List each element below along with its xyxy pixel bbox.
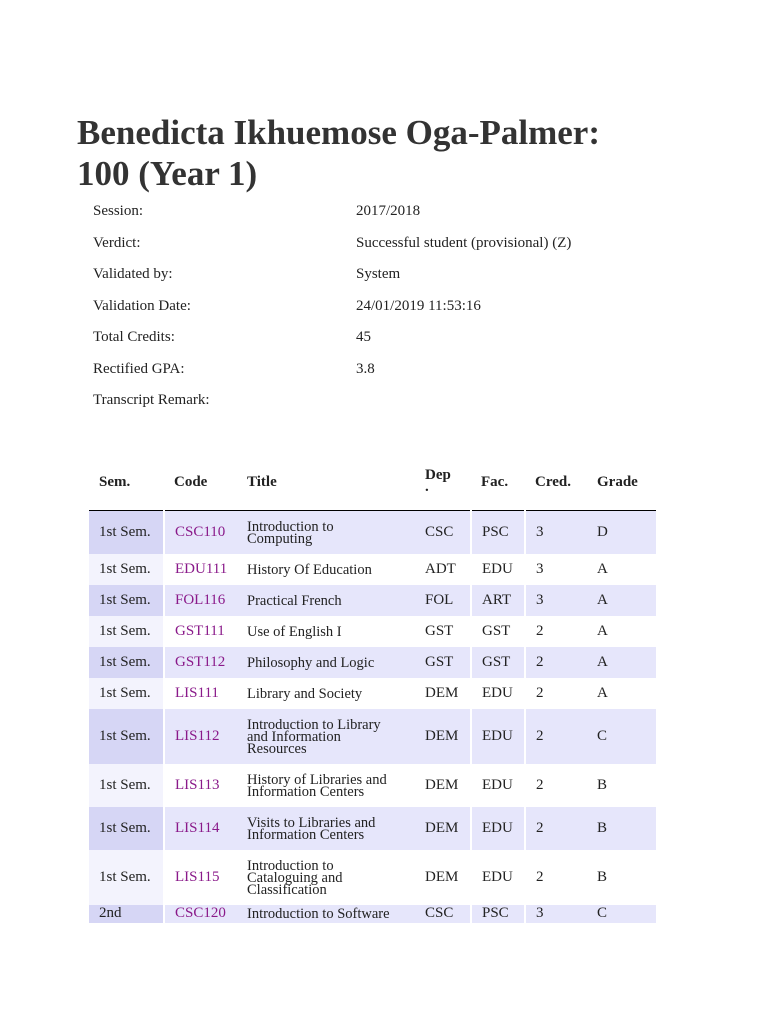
courses-header-row bbox=[89, 455, 656, 511]
summary-row bbox=[93, 196, 656, 228]
course-dep: GST bbox=[415, 647, 471, 678]
course-dep: DEM bbox=[415, 764, 471, 807]
summary-label: Total Credits: bbox=[93, 329, 175, 346]
summary-row bbox=[93, 385, 656, 417]
course-row bbox=[89, 647, 656, 678]
course-grade: C bbox=[597, 905, 608, 921]
course-row bbox=[89, 585, 656, 616]
course-dep: CSC bbox=[415, 905, 471, 923]
course-sem: 1st Sem. bbox=[89, 647, 164, 678]
header-cred[interactable]: Cred. bbox=[525, 455, 587, 511]
course-sem: 1st Sem. bbox=[89, 616, 164, 647]
course-sem: 2nd bbox=[89, 905, 164, 923]
header-title[interactable]: Title bbox=[237, 455, 415, 511]
course-row bbox=[89, 807, 656, 850]
course-code-link[interactable]: GST111 bbox=[175, 622, 225, 639]
course-fac: GST bbox=[471, 647, 525, 678]
course-title-line: Visits to Libraries and bbox=[247, 814, 376, 831]
course-sem: 1st Sem. bbox=[89, 511, 164, 554]
course-title bbox=[237, 554, 415, 585]
course-grade: B bbox=[597, 819, 608, 836]
course-cred: 2 bbox=[536, 653, 544, 670]
course-title-line: Library and Society bbox=[247, 685, 363, 702]
course-title-line: Information Centers bbox=[247, 783, 365, 800]
course-title bbox=[237, 585, 415, 616]
course-grade: B bbox=[597, 868, 608, 885]
course-fac: EDU bbox=[471, 554, 525, 585]
summary-label: Validated by: bbox=[93, 266, 173, 283]
course-dep: CSC bbox=[415, 511, 471, 554]
course-sem: 1st Sem. bbox=[89, 764, 164, 807]
course-grade: A bbox=[597, 591, 608, 608]
course-cred: 2 bbox=[536, 727, 544, 744]
summary-label: Validation Date: bbox=[93, 297, 191, 314]
summary-value: 45 bbox=[356, 329, 371, 346]
course-code-link[interactable]: CSC110 bbox=[175, 523, 226, 540]
header-dep-line2: . bbox=[425, 479, 429, 495]
course-cred: 2 bbox=[536, 684, 544, 701]
summary-label: Transcript Remark: bbox=[93, 392, 210, 409]
course-dep: DEM bbox=[415, 850, 471, 905]
course-code-link[interactable]: LIS112 bbox=[175, 727, 220, 744]
course-code-link[interactable]: LIS113 bbox=[175, 776, 220, 793]
course-grade: D bbox=[597, 523, 608, 540]
course-row bbox=[89, 678, 656, 709]
summary-value: 3.8 bbox=[356, 360, 375, 377]
course-code-link[interactable]: FOL116 bbox=[175, 591, 226, 608]
course-title bbox=[237, 905, 415, 923]
course-sem: 1st Sem. bbox=[89, 585, 164, 616]
summary-label: Verdict: bbox=[93, 234, 141, 251]
page-title-line1: Benedicta Ikhuemose Oga-Palmer: bbox=[77, 113, 600, 152]
summary-value: 24/01/2019 11:53:16 bbox=[356, 297, 481, 314]
course-cred: 2 bbox=[536, 868, 544, 885]
page-title-line2: 100 (Year 1) bbox=[77, 154, 258, 193]
course-title-line: Practical French bbox=[247, 592, 342, 609]
summary-row bbox=[93, 322, 656, 354]
summary-value: 2017/2018 bbox=[356, 203, 421, 220]
summary-label: Rectified GPA: bbox=[93, 360, 185, 377]
course-grade: A bbox=[597, 622, 608, 639]
summary-row bbox=[93, 228, 656, 260]
course-grade: C bbox=[597, 727, 608, 744]
page-title bbox=[77, 112, 697, 194]
course-sem: 1st Sem. bbox=[89, 678, 164, 709]
summary-row bbox=[93, 259, 656, 291]
course-title bbox=[237, 850, 415, 905]
course-title-line: Introduction to bbox=[247, 857, 334, 874]
course-dep: FOL bbox=[415, 585, 471, 616]
course-row bbox=[89, 511, 656, 554]
course-title bbox=[237, 807, 415, 850]
course-dep: GST bbox=[415, 616, 471, 647]
course-row bbox=[89, 764, 656, 807]
course-title-line: Computing bbox=[247, 530, 313, 547]
course-fac: EDU bbox=[471, 807, 525, 850]
course-title bbox=[237, 511, 415, 554]
course-sem: 1st Sem. bbox=[89, 850, 164, 905]
header-sem[interactable]: Sem. bbox=[89, 455, 164, 511]
course-code-link[interactable]: LIS111 bbox=[175, 684, 219, 701]
course-fac: PSC bbox=[471, 511, 525, 554]
course-title-line: Information Centers bbox=[247, 826, 365, 843]
course-row bbox=[89, 850, 656, 905]
course-cred: 3 bbox=[536, 560, 544, 577]
course-cred: 2 bbox=[536, 819, 544, 836]
summary-value bbox=[356, 385, 656, 417]
course-cred: 2 bbox=[536, 622, 544, 639]
summary-table bbox=[93, 196, 656, 417]
course-code-link[interactable]: LIS115 bbox=[175, 868, 220, 885]
course-title-line: Classification bbox=[247, 881, 327, 898]
summary-row bbox=[93, 354, 656, 386]
header-fac[interactable]: Fac. bbox=[471, 455, 525, 511]
course-title-line: Resources bbox=[247, 740, 307, 757]
summary-label: Session: bbox=[93, 203, 144, 220]
course-title-line: and Information bbox=[247, 728, 341, 745]
course-grade: A bbox=[597, 560, 608, 577]
course-row bbox=[89, 905, 656, 923]
course-title-line: Introduction to Library bbox=[247, 716, 381, 733]
course-sem: 1st Sem. bbox=[89, 554, 164, 585]
course-sem: 1st Sem. bbox=[89, 807, 164, 850]
course-title-line: Cataloguing and bbox=[247, 869, 343, 886]
header-grade[interactable]: Grade bbox=[587, 455, 656, 511]
course-cred: 2 bbox=[536, 776, 544, 793]
course-title-line: History of Libraries and bbox=[247, 771, 387, 788]
course-title bbox=[237, 764, 415, 807]
summary-value: System bbox=[356, 266, 401, 283]
course-sem: 1st Sem. bbox=[89, 709, 164, 764]
course-dep: DEM bbox=[415, 678, 471, 709]
course-title-line: Use of English I bbox=[247, 623, 342, 640]
course-fac: ART bbox=[471, 585, 525, 616]
course-code-link[interactable]: CSC120 bbox=[175, 905, 226, 921]
header-dep[interactable] bbox=[415, 455, 471, 511]
course-title bbox=[237, 647, 415, 678]
course-row bbox=[89, 709, 656, 764]
course-title bbox=[237, 616, 415, 647]
course-fac: PSC bbox=[471, 905, 525, 923]
course-fac: EDU bbox=[471, 709, 525, 764]
course-title-line: Introduction to Software bbox=[247, 906, 390, 922]
course-dep: ADT bbox=[415, 554, 471, 585]
course-title bbox=[237, 709, 415, 764]
summary-value: Successful student (provisional) (Z) bbox=[356, 234, 572, 251]
course-row bbox=[89, 554, 656, 585]
summary-row bbox=[93, 291, 656, 323]
course-cred: 3 bbox=[536, 905, 544, 921]
course-grade: B bbox=[597, 776, 608, 793]
course-fac: EDU bbox=[471, 764, 525, 807]
course-cred: 3 bbox=[536, 591, 544, 608]
header-code[interactable]: Code bbox=[164, 455, 237, 511]
course-row bbox=[89, 616, 656, 647]
course-cred: 3 bbox=[536, 523, 544, 540]
header-dep-line1: Dep bbox=[425, 467, 451, 483]
course-grade: A bbox=[597, 684, 608, 701]
course-fac: EDU bbox=[471, 678, 525, 709]
course-title bbox=[237, 678, 415, 709]
course-title-line: Introduction to bbox=[247, 518, 334, 535]
course-code-link[interactable]: LIS114 bbox=[175, 819, 220, 836]
course-title-line: History Of Education bbox=[247, 561, 372, 578]
courses-table bbox=[89, 455, 656, 923]
course-code-link[interactable]: EDU111 bbox=[175, 560, 228, 577]
course-code-link[interactable]: GST112 bbox=[175, 653, 226, 670]
course-fac: GST bbox=[471, 616, 525, 647]
course-dep: DEM bbox=[415, 807, 471, 850]
course-fac: EDU bbox=[471, 850, 525, 905]
course-dep: DEM bbox=[415, 709, 471, 764]
course-grade: A bbox=[597, 653, 608, 670]
course-title-line: Philosophy and Logic bbox=[247, 654, 375, 671]
